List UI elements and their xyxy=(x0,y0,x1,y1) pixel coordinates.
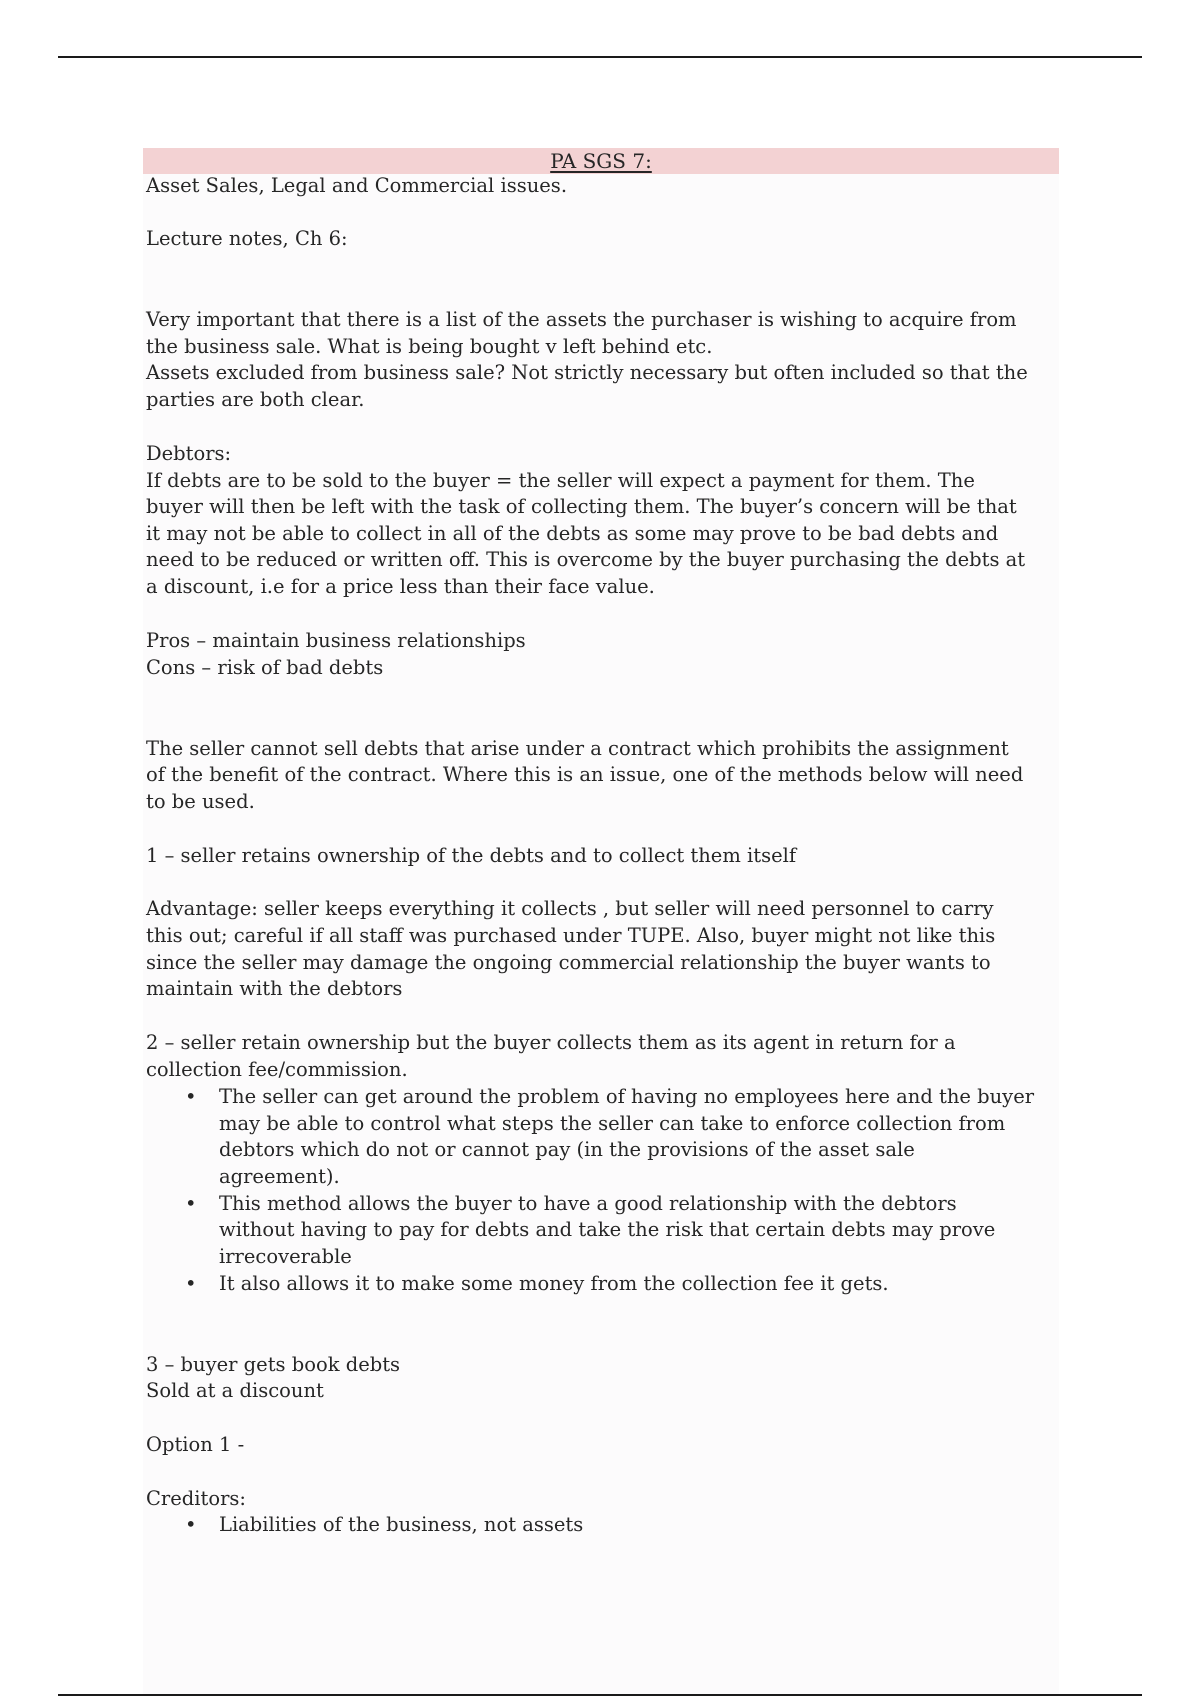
method-2: collection fee/commission. xyxy=(146,1058,408,1081)
intro-line: parties are both clear. xyxy=(146,388,365,411)
debtors-para-line: it may not be able to collect in all of the debts as some may prove to be bad debts and xyxy=(146,522,999,545)
bullet-icon: • xyxy=(185,1192,197,1215)
method-3: 3 – buyer gets book debts xyxy=(146,1353,401,1376)
cons-line: Cons – risk of bad debts xyxy=(146,656,384,679)
creditors-heading: Creditors: xyxy=(146,1487,246,1510)
intro-line: the business sale. What is being bought v left behind etc. xyxy=(146,335,713,358)
bullet-line: irrecoverable xyxy=(219,1245,352,1268)
page-title: PA SGS 7: xyxy=(550,149,652,173)
option-line: Option 1 - xyxy=(146,1433,245,1456)
bullet-icon: • xyxy=(185,1272,197,1295)
bullet-icon: • xyxy=(185,1085,197,1108)
advantage-line: maintain with the debtors xyxy=(146,977,403,1000)
assignment-line: of the benefit of the contract. Where this is an issue, one of the methods below will need xyxy=(146,763,1024,786)
bullet-line: It also allows it to make some money from the collection fee it gets. xyxy=(219,1272,889,1295)
bullet-line: Liabilities of the business, not assets xyxy=(219,1513,584,1536)
bullet-line: agreement). xyxy=(219,1165,340,1188)
advantage-line: this out; careful if all staff was purchased under TUPE. Also, buyer might not like this xyxy=(146,924,996,947)
bullet-line: This method allows the buyer to have a good relationship with the debtors xyxy=(219,1192,957,1215)
pros-line: Pros – maintain business relationships xyxy=(146,629,526,652)
bullet-line: The seller can get around the problem of having no employees here and the buyer xyxy=(219,1085,1035,1108)
bottom-rule xyxy=(58,1694,1142,1696)
bullet-line: debtors which do not or cannot pay (in the provisions of the asset sale xyxy=(219,1138,915,1161)
lecture-reference: Lecture notes, Ch 6: xyxy=(146,227,348,250)
bullet-icon: • xyxy=(185,1513,197,1536)
advantage-line: since the seller may damage the ongoing commercial relationship the buyer wants to xyxy=(146,951,991,974)
advantage-line: Advantage: seller keeps everything it collects , but seller will need personnel to carry xyxy=(146,897,994,920)
debtors-heading: Debtors: xyxy=(146,442,232,465)
top-rule xyxy=(58,56,1142,58)
document-page xyxy=(143,148,1059,1696)
bullet-line: without having to pay for debts and take the risk that certain debts may prove xyxy=(219,1218,996,1241)
debtors-para-line: If debts are to be sold to the buyer = the seller will expect a payment for them. The xyxy=(146,469,975,492)
bullet-line: may be able to control what steps the seller can take to enforce collection from xyxy=(219,1112,1006,1135)
debtors-para-line: buyer will then be left with the task of collecting them. The buyer’s concern will be that xyxy=(146,495,1017,518)
debtors-para-line: a discount, i.e for a price less than their face value. xyxy=(146,575,655,598)
debtors-para-line: need to be reduced or written off. This is overcome by the buyer purchasing the debts at xyxy=(146,548,1026,571)
method-3: Sold at a discount xyxy=(146,1379,324,1402)
assignment-line: to be used. xyxy=(146,790,255,813)
intro-line: Assets excluded from business sale? Not strictly necessary but often included so that the xyxy=(146,361,1028,384)
method-2: 2 – seller retain ownership but the buyer collects them as its agent in return for a xyxy=(146,1031,956,1054)
subtitle: Asset Sales, Legal and Commercial issues. xyxy=(146,174,568,197)
assignment-line: The seller cannot sell debts that arise under a contract which prohibits the assignment xyxy=(146,737,1009,760)
intro-line: Very important that there is a list of the assets the purchaser is wishing to acquire from xyxy=(146,308,1017,331)
method-1: 1 – seller retains ownership of the debts and to collect them itself xyxy=(146,844,797,867)
